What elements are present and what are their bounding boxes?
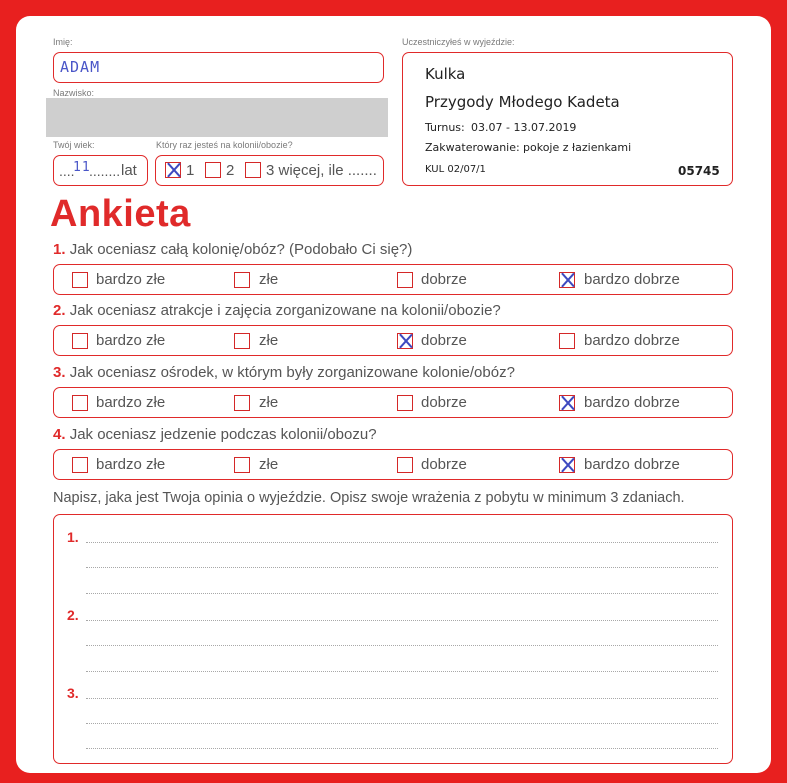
- q3-option-bardzo-zle: bardzo złe: [96, 394, 166, 411]
- opinion-line: [86, 567, 718, 568]
- opinion-number-2: 2.: [67, 607, 79, 623]
- wiek-value: 11: [73, 160, 91, 175]
- question-2: [53, 302, 501, 319]
- question-4-text: Jak oceniasz jedzenie podczas kolonii/obozu?: [69, 426, 377, 443]
- zakw-label: Zakwaterowanie:: [425, 141, 520, 154]
- opinion-number-1: 1.: [67, 529, 79, 545]
- opinion-line: [86, 671, 718, 672]
- opinion-prompt: Napisz, jaka jest Twoja opinia o wyjeździe. Opisz swoje wrażenia z pobytu w minimum 3 zdaniach.: [53, 490, 685, 506]
- opinion-line: [86, 620, 718, 621]
- question-3: [53, 364, 515, 381]
- q1-checkbox-bardzo-dobrze[interactable]: [559, 272, 575, 288]
- q4-option-bardzo-zle: bardzo złe: [96, 456, 166, 473]
- q1-checkbox-bardzo-zle[interactable]: [72, 272, 88, 288]
- camp-program: Przygody Młodego Kadeta: [425, 93, 620, 111]
- ktory-raz-option-3: 3 więcej, ile .......: [266, 162, 377, 179]
- ktory-raz-field: [155, 155, 384, 186]
- q3-option-bardzo-dobrze: bardzo dobrze: [584, 394, 680, 411]
- question-1-text: Jak oceniasz całą kolonię/obóz? (Podobało Ci się?): [69, 241, 413, 258]
- q1-option-dobrze: dobrze: [421, 271, 467, 288]
- imie-label: Imię:: [53, 37, 73, 47]
- q2-checkbox-bardzo-zle[interactable]: [72, 333, 88, 349]
- question-3-number: 3.: [53, 364, 66, 381]
- turnus-value: 03.07 - 13.07.2019: [471, 121, 577, 134]
- q2-checkbox-bardzo-dobrze[interactable]: [559, 333, 575, 349]
- nazwisko-label: Nazwisko:: [53, 88, 95, 98]
- question-2-number: 2.: [53, 302, 66, 319]
- question-4: [53, 426, 377, 443]
- opinion-line: [86, 645, 718, 646]
- wiek-label: Twój wiek:: [53, 140, 95, 150]
- imie-value: ADAM: [60, 58, 101, 76]
- turnus-label: Turnus:: [425, 121, 465, 134]
- uczestnik-label: Uczestniczyłeś w wyjeździe:: [402, 37, 515, 47]
- opinion-line: [86, 593, 718, 594]
- question-3-text: Jak oceniasz ośrodek, w którym były zorganizowane kolonie/obóz?: [69, 364, 515, 381]
- camp-info-box: [402, 52, 733, 186]
- q2-option-bardzo-dobrze: bardzo dobrze: [584, 332, 680, 349]
- wiek-unit: lat: [121, 162, 137, 179]
- q4-option-dobrze: dobrze: [421, 456, 467, 473]
- question-1-number: 1.: [53, 241, 66, 258]
- opinion-line: [86, 542, 718, 543]
- q4-option-zle: złe: [259, 456, 279, 473]
- camp-number: 05745: [678, 164, 720, 178]
- ktory-raz-checkbox-1[interactable]: [165, 162, 181, 178]
- question-4-options: [53, 449, 733, 480]
- question-2-text: Jak oceniasz atrakcje i zajęcia zorganizowane na kolonii/obozie?: [69, 302, 501, 319]
- question-4-number: 4.: [53, 426, 66, 443]
- q1-option-zle: złe: [259, 271, 279, 288]
- q2-checkbox-dobrze[interactable]: [397, 333, 413, 349]
- zakw-value: pokoje z łazienkami: [523, 141, 632, 154]
- imie-field[interactable]: [53, 52, 384, 83]
- question-1-options: [53, 264, 733, 295]
- q3-option-zle: złe: [259, 394, 279, 411]
- q2-option-dobrze: dobrze: [421, 332, 467, 349]
- ktory-raz-option-2: 2: [226, 162, 235, 179]
- q1-option-bardzo-dobrze: bardzo dobrze: [584, 271, 680, 288]
- wiek-dots-left: ....: [59, 163, 75, 179]
- camp-code: KUL 02/07/1: [425, 164, 486, 175]
- opinion-line: [86, 748, 718, 749]
- q4-checkbox-zle[interactable]: [234, 457, 250, 473]
- q1-checkbox-zle[interactable]: [234, 272, 250, 288]
- q3-checkbox-dobrze[interactable]: [397, 395, 413, 411]
- ktory-raz-checkbox-2[interactable]: [205, 162, 221, 178]
- opinion-number-3: 3.: [67, 685, 79, 701]
- q3-checkbox-bardzo-dobrze[interactable]: [559, 395, 575, 411]
- q4-option-bardzo-dobrze: bardzo dobrze: [584, 456, 680, 473]
- q4-checkbox-bardzo-zle[interactable]: [72, 457, 88, 473]
- ktory-raz-label: Który raz jesteś na kolonii/obozie?: [156, 140, 293, 150]
- opinion-box[interactable]: [53, 514, 733, 764]
- question-1: [53, 241, 412, 258]
- opinion-line: [86, 723, 718, 724]
- camp-name: Kulka: [425, 65, 466, 83]
- question-3-options: [53, 387, 733, 418]
- q2-option-bardzo-zle: bardzo złe: [96, 332, 166, 349]
- q1-option-bardzo-zle: bardzo złe: [96, 271, 166, 288]
- q2-option-zle: złe: [259, 332, 279, 349]
- redacted-surname: [46, 98, 388, 137]
- q1-checkbox-dobrze[interactable]: [397, 272, 413, 288]
- survey-title: Ankieta: [50, 193, 191, 235]
- ktory-raz-option-1: 1: [186, 162, 195, 179]
- question-2-options: [53, 325, 733, 356]
- q2-checkbox-zle[interactable]: [234, 333, 250, 349]
- q4-checkbox-bardzo-dobrze[interactable]: [559, 457, 575, 473]
- opinion-line: [86, 698, 718, 699]
- ktory-raz-checkbox-3[interactable]: [245, 162, 261, 178]
- q3-checkbox-zle[interactable]: [234, 395, 250, 411]
- q3-option-dobrze: dobrze: [421, 394, 467, 411]
- wiek-field[interactable]: [53, 155, 148, 186]
- wiek-dots-right: ........: [89, 163, 121, 179]
- q4-checkbox-dobrze[interactable]: [397, 457, 413, 473]
- q3-checkbox-bardzo-zle[interactable]: [72, 395, 88, 411]
